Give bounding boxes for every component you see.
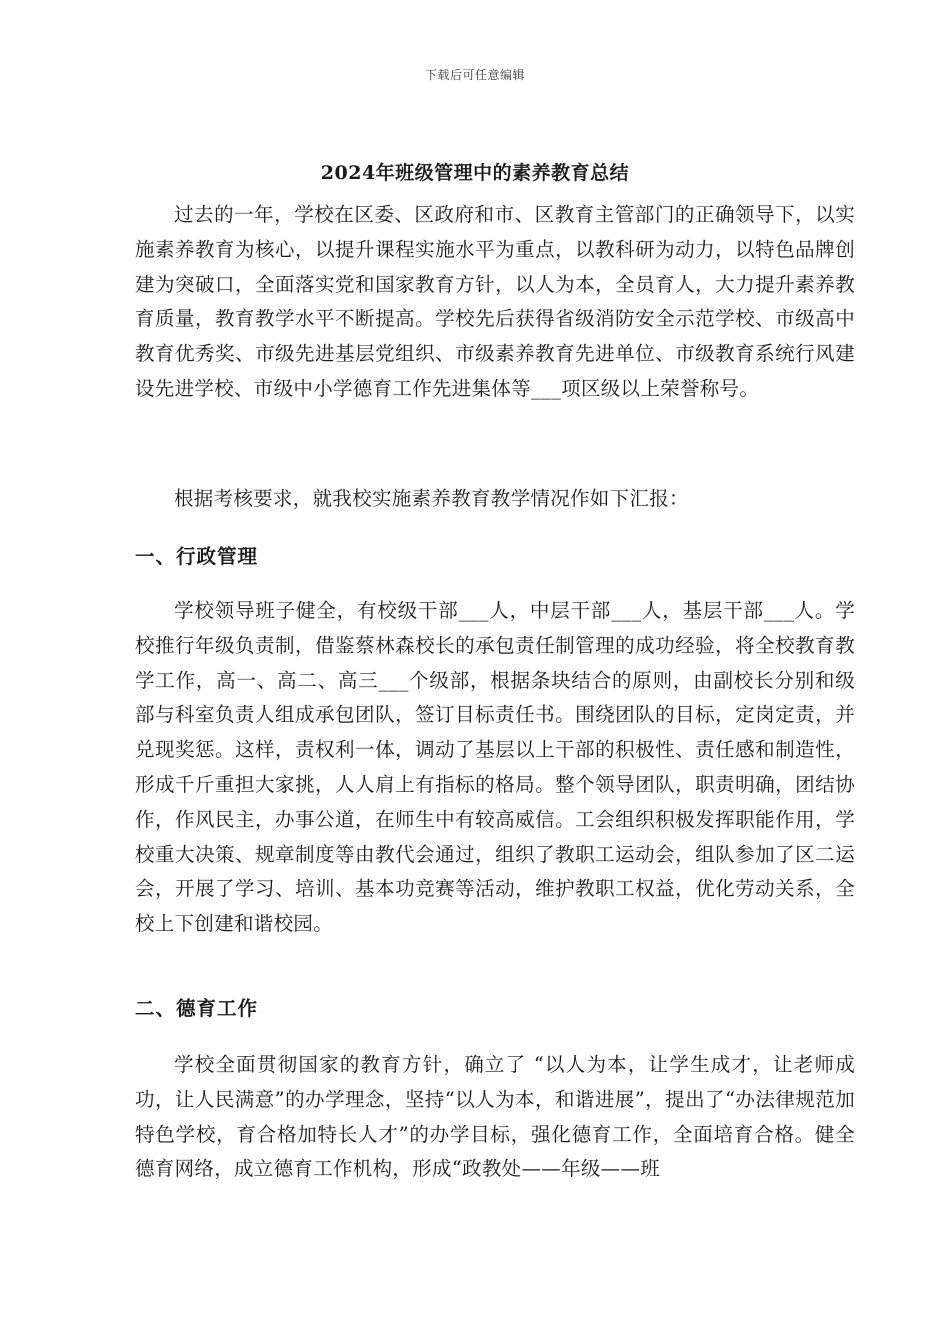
paragraph-admin: 学校领导班子健全，有校级干部___人，中层干部___人，基层干部___人。学校推行年级负责制，借鉴蔡林森校长的承包责任制管理的成功经验，将全校教育教学工作，高一、高二、高三___个级部，根据条块结合的原则，由副校长分别和级部与科室负责人组成承包团队，签订目标责任书。围绕团队的目标，定岗定责，并兑现奖惩。这样，责权利一体，调动了基层以上干部的积极性、责任感和制造性，形成千斤重担大家挑，人人肩上有指标的格局。整个领导团队，职责明确，团结协作，作风民主，办事公道，在师生中有较高威信。工会组织积极发挥职能作用，学校重大决策、规章制度等由教代会通过，组织了教职工运动会，组队参加了区二运会，开展了学习、培训、基本功竞赛等活动，维护教职工权益，优化劳动关系，全校上下创建和谐校园。 [135,599,855,936]
document-title: 2024年班级管理中的素养教育总结 [320,161,630,184]
section-heading-moral: 二、德育工作 [135,997,259,1020]
header-note: 下载后可任意编辑 [424,68,525,82]
paragraph-intro: 过去的一年，学校在区委、区政府和市、区教育主管部门的正确领导下，以实施素养教育为核心，以提升课程实施水平为重点，以教科研为动力，以特色品牌创建为突破口，全面落实党和国家教育方针，以人为本，全员育人，大力提升素养教育质量，教育教学水平不断提高。学校先后获得省级消防安全示范学校、市级高中教育优秀奖、市级先进基层党组织、市级素养教育先进单位、市级教育系统行风建设先进学校、市级中小学德育工作先进集体等___项区级以上荣誉称号。 [135,203,855,400]
paragraph-moral: 学校全面贯彻国家的教育方针，确立了 “以人为本，让学生成才，让老师成功，让人民满意”的办学理念，坚持“以人为本，和谐进展”，提出了“办法律规范加特色学校，育合格加特长人才”的办学目标，强化德育工作，全面培育合格。健全德育网络，成立德育工作机构，形成“政教处——年级——班 [135,1053,855,1181]
paragraph-report: 根据考核要求，就我校实施素养教育教学情况作如下汇报： [174,487,689,510]
section-heading-admin: 一、行政管理 [135,545,259,568]
